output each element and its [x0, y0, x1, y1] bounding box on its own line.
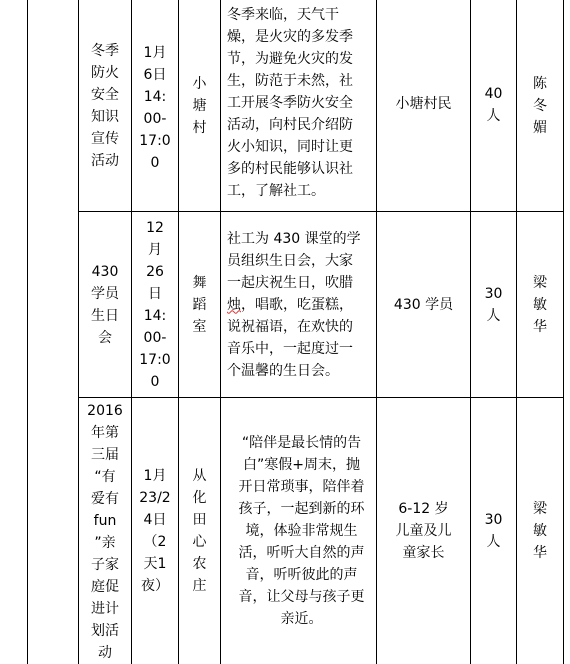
table-cell-count — [471, 0, 516, 211]
table-cell-place — [179, 212, 220, 397]
staff-text: 陈 冬 媚 — [533, 76, 547, 136]
description-text: 冬季来临，天气干 燥，是火灾的多发季 节，为避免火灾的发 生，防范于未然，社 工开展冬季防火安全 活动，向村民介绍防 火小知识，同时让更 多的村民能够认识社 工，了解社工。 — [227, 7, 353, 199]
place-text: 小 塘 村 — [192, 75, 207, 136]
table-cell-audience — [377, 0, 470, 211]
table-border — [27, 0, 28, 664]
place-text: 从 化 田 心 农 庄 — [192, 468, 207, 594]
table-cell-place — [179, 398, 220, 664]
table-cell-description — [227, 212, 376, 397]
table-border — [220, 0, 221, 664]
table-cell-activity-name — [79, 0, 131, 211]
table-cell-count — [471, 398, 516, 664]
time-text: 1月 6日 14: 00- 17:0 0 — [139, 44, 171, 171]
table-cell-activity-name — [79, 212, 131, 397]
count-text: 40 人 — [484, 86, 503, 124]
table-cell-staff — [517, 212, 563, 397]
description-text — [227, 228, 361, 382]
table-cell-time — [132, 212, 178, 397]
table-border — [563, 0, 564, 664]
activity-name-text: 430 学员 生日 会 — [91, 263, 119, 346]
staff-text: 梁 敏 华 — [533, 274, 547, 335]
count-text: 30 人 — [484, 285, 503, 324]
spellcheck-flagged-word: 烛 — [227, 296, 241, 313]
table-cell-time — [132, 0, 178, 211]
staff-text: 梁 敏 华 — [533, 501, 547, 561]
audience-text: 小塘村民 — [395, 96, 452, 112]
time-text: 1月 23/2 4日 （2 天1 夜） — [139, 468, 171, 594]
table-cell-audience — [377, 212, 470, 397]
table-cell-activity-name — [79, 398, 131, 664]
description-text-part: ，唱歌，吃蛋糕， 说祝福语，在欢快的 音乐中，一起度过一 个温馨的生日会。 — [227, 296, 353, 379]
table-cell-staff — [517, 0, 563, 211]
table-cell-description — [227, 398, 376, 664]
table-cell-count — [471, 212, 516, 397]
table-cell-time — [132, 398, 178, 664]
count-text: 30 人 — [484, 512, 503, 550]
place-text: 舞 蹈 室 — [192, 274, 207, 335]
audience-text: 6-12 岁 儿童及儿 童家长 — [395, 501, 452, 561]
audience-text: 430 学员 — [393, 296, 454, 313]
table-cell-place — [179, 0, 220, 211]
activity-name-text: 2016 年第 三届 “有 爱有 fun ”亲 子家 庭促 进计 划活 动 — [87, 403, 123, 661]
description-text: “陪伴是最长情的告 白”寒假+周末，抛 开日常琐事，陪伴着 孩子，一起到新的环 境，体验非常规生 活，听听大自然的声 音，听听彼此的声 音，让父母与孩子更 亲近。 — [238, 435, 365, 627]
table-cell-staff — [517, 398, 563, 664]
table-cell-description — [227, 0, 376, 211]
time-text: 12 月 26 日 14: 00- 17:0 0 — [139, 219, 171, 390]
table-cell-audience — [377, 398, 470, 664]
description-text-part: 社工为 430 课堂的学 员组织生日会，大家 一起庆祝生日，吹腊 — [227, 230, 361, 291]
activity-name-text: 冬季 防火 安全 知识 宣传 活动 — [91, 42, 119, 169]
